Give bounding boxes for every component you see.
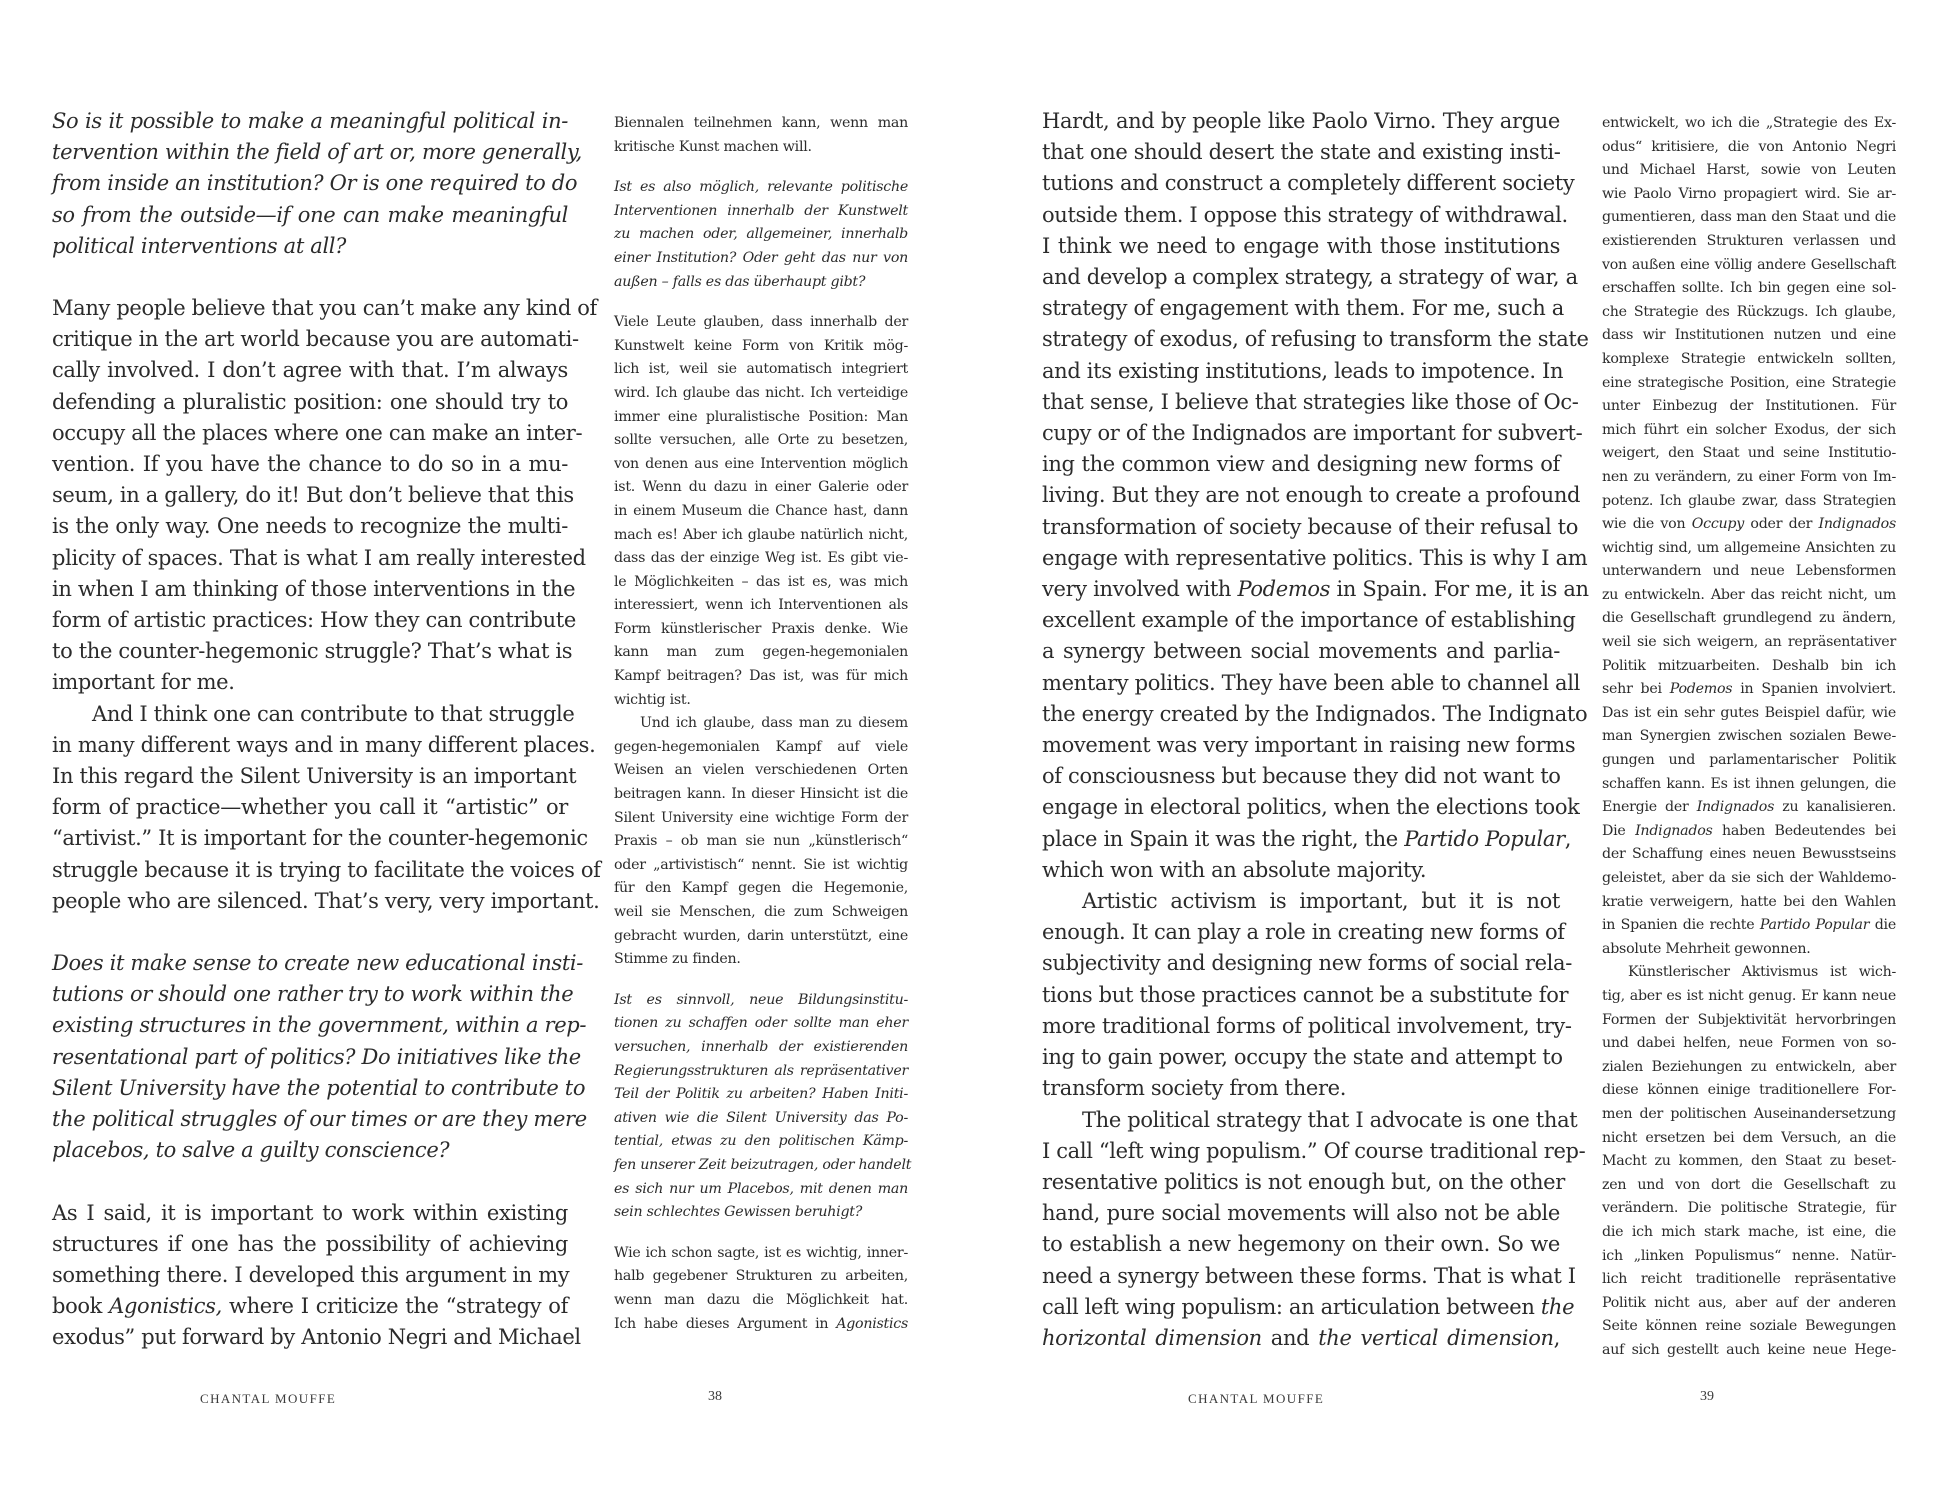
party-name: Podemos [1669, 681, 1733, 698]
text-run: call left wing populism: an articulation between [1042, 1294, 1541, 1319]
text-line: of consciousness but because they did not want to [1042, 764, 1561, 789]
text-line: gungen und parlamentarischer Politik [1602, 752, 1896, 769]
text-line: resentative politics is not enough but, on the other [1042, 1169, 1565, 1194]
text-line: zu machen oder, allgemeiner, innerhalb [614, 226, 908, 243]
text-line: gebracht wurden, darin unterstützt, eine [614, 927, 908, 944]
right-page [970, 0, 1941, 1500]
text-line: that one should desert the state and existing insti- [1042, 140, 1561, 165]
text-line: The political strategy that I advocate is one that [1082, 1107, 1578, 1132]
text-line [52, 1291, 568, 1322]
text-line: Viele Leute glauben, dass innerhalb der [614, 314, 908, 331]
text-run: die [1869, 917, 1896, 934]
text-line: I think we need to engage with those institutions [1042, 233, 1560, 258]
text-line: kritische Kunst machen will. [614, 138, 812, 155]
text-line: Seite können reine soziale Bewegungen [1602, 1318, 1896, 1335]
text-line: es sich nur um Placebos, mit denen man [614, 1180, 908, 1197]
text-line: komplexe Strategie entwickeln sollten, [1602, 350, 1896, 367]
text-line: the political struggles of our times or are they mere [52, 1107, 587, 1132]
text-line: fen unserer Zeit beizutragen, oder handelt [614, 1156, 912, 1173]
text-line: diese können einige traditionellere For- [1602, 1082, 1896, 1099]
text-line: struggle because it is trying to facilitate the voices of [52, 857, 601, 882]
text-line: Regierungsstrukturen als repräsentativer [614, 1062, 908, 1079]
text-line: Form künstlerischer Praxis denke. Wie [614, 620, 908, 637]
text-line: immer eine pluralistische Position: Man [614, 408, 908, 425]
text-line: nicht ersetzen bei dem Versuch, an die [1602, 1129, 1896, 1146]
text-run: oder der [1744, 516, 1819, 533]
text-line: men der politischen Auseinandersetzung [1602, 1105, 1896, 1122]
text-run: book [52, 1294, 110, 1319]
text-line [1042, 574, 1589, 605]
book-title: Agonistics, [109, 1294, 222, 1319]
movement-name: Occupy [1691, 516, 1745, 533]
text-line: tervention within the field of art or, more generally, [52, 140, 582, 165]
text-line: So is it possible to make a meaningful political in- [52, 109, 568, 133]
text-line: Ist es also möglich, relevante politische [614, 179, 908, 196]
text-line: enough. It can play a role in creating new forms of [1042, 920, 1565, 945]
text-line: Biennalen teilnehmen kann, wenn man [614, 115, 908, 131]
text-line: mach es! Aber ich glaube natürlich nicht, [614, 526, 908, 543]
text-line: Ist es sinnvoll, neue Bildungsinstitu- [614, 991, 908, 1008]
interview-answer-continued [52, 699, 601, 917]
party-name: Podemos [1237, 577, 1331, 602]
text-run: Energie der [1602, 799, 1697, 816]
text-line: schaffen kann. Es ist ihnen gelungen, die [1602, 775, 1896, 792]
text-line: I call “left wing populism.” Of course traditional rep- [1042, 1138, 1586, 1163]
party-name: Partido Popular [1404, 826, 1565, 851]
text-run: , [1564, 826, 1572, 851]
text-line: kratie verweigern, hatte bei den Wahlen [1602, 893, 1896, 910]
text-run: and [1261, 1325, 1319, 1350]
text-line: and develop a complex strategy, a strategy of war, a [1042, 265, 1578, 290]
text-line: transformation of society because of their refusal to [1042, 514, 1579, 539]
text-line: Teil der Politik zu arbeiten? Haben Initi- [614, 1086, 908, 1103]
text-line: wenn man dazu die Möglichkeit hat. [614, 1291, 908, 1308]
translation-answer-continued [1602, 961, 1896, 1362]
text-line: As I said, it is important to work within existing [52, 1200, 568, 1225]
translation-question [614, 989, 912, 1225]
text-line: lich reicht traditionelle repräsentative [1602, 1271, 1896, 1288]
text-line: ing the common view and designing new forms of [1042, 452, 1560, 477]
text-line: wird. Ich glaube das nicht. Ich verteidige [614, 384, 908, 401]
text-line: von denen aus eine Intervention möglich [614, 455, 908, 472]
left-page [0, 0, 970, 1500]
text-line: seum, in a gallery, do it! But don’t believe that this [52, 483, 574, 508]
text-line: outside them. I oppose this strategy of withdrawal. [1042, 202, 1568, 227]
text-line: einer Institution? Oder geht das nur von [614, 249, 908, 266]
running-footer-author: CHANTAL MOUFFE [200, 1391, 337, 1406]
text-run: where I criticize the “strategy of [221, 1294, 568, 1319]
text-line: lich ist, weil sie automatisch integriert [614, 361, 908, 378]
text-line: versuchen, innerhalb der existierenden [614, 1038, 908, 1055]
text-line: a synergy between social movements and parlia- [1042, 639, 1560, 664]
text-line: Politik mitzuarbeiten. Deshalb bin ich [1602, 657, 1896, 674]
text-run: in Spanien die rechte [1602, 917, 1760, 934]
text-line: Kampf beitragen? Das ist, was für mich [614, 668, 908, 685]
text-line: Many people believe that you can’t make any kind of [52, 296, 597, 321]
text-line: mentary politics. They have been able to channel all [1042, 670, 1580, 695]
text-line [614, 1313, 908, 1337]
text-line: Praxis – ob man sie nun „künstlerisch“ [614, 833, 908, 850]
text-line: something there. I developed this argument in my [52, 1262, 570, 1287]
text-line: which won with an absolute majority. [1042, 857, 1427, 882]
text-line: zen und von dort die Gesellschaft zu [1602, 1176, 1896, 1193]
text-line: subjectivity and designing new forms of social rela- [1042, 951, 1572, 976]
movement-name: Indignados [1818, 516, 1896, 533]
text-line: political interventions at all? [52, 233, 347, 258]
text-line: Silent University have the potential to contribute to [52, 1075, 586, 1100]
emphasis: horizontal dimension [1042, 1325, 1262, 1350]
page-number: 39 [1700, 1389, 1714, 1404]
text-line: potenz. Ich glaube zwar, dass Strategien [1602, 492, 1896, 509]
text-line: tig, aber es ist nicht genug. Er kann neue [1602, 987, 1896, 1004]
text-line: excellent example of the importance of establishing [1042, 608, 1576, 633]
text-line: Politik nicht aus, aber auf der anderen [1602, 1294, 1896, 1311]
emphasis: the vertical dimension [1318, 1325, 1554, 1350]
text-run: , [1553, 1325, 1560, 1350]
running-footer-author: CHANTAL MOUFFE [1188, 1391, 1325, 1406]
interview-answer-continued [1042, 886, 1572, 1104]
text-line: existierenden Strukturen verlassen und [1602, 232, 1896, 249]
text-line [1602, 678, 1896, 702]
book-title: Agonistics [836, 1315, 908, 1332]
text-line: And I think one can contribute to that struggle [92, 701, 575, 726]
text-line: tutions and construct a completely different society [1042, 171, 1575, 196]
text-line: weigert, den Staat und seine Institutio- [1602, 445, 1896, 462]
text-line: strategy of exodus, of refusing to transform the state [1042, 327, 1589, 352]
text-line: ativen wie die Silent University das Po- [614, 1109, 908, 1126]
text-line: le Möglichkeiten – das ist es, was mich [614, 573, 908, 590]
text-line: beitragen kann. In dieser Hinsicht ist die [614, 786, 908, 803]
text-line: außen – falls es das überhaupt gibt? [614, 273, 866, 290]
text-line: movement was very important in raising new forms [1042, 733, 1576, 758]
english-column-left [52, 106, 601, 1354]
text-line: people who are silenced. That’s very, very important. [52, 888, 600, 913]
text-line: man Synergien zwischen sozialen Bewe- [1602, 728, 1896, 745]
text-line: form of practice—whether you call it “artistic” or [52, 795, 568, 820]
text-line: gegen-hegemonialen Kampf auf viele [614, 738, 908, 755]
text-line: odus“ kritisiere, die von Antonio Negri [1602, 138, 1896, 155]
text-line: occupy all the places where one can make an inter- [52, 420, 583, 445]
text-line: ing to gain power, occupy the state and attempt to [1042, 1045, 1563, 1070]
text-line: more traditional forms of political involvement, try- [1042, 1013, 1572, 1038]
text-line: to establish a new hegemony on their own. So we [1042, 1232, 1560, 1257]
text-line: dass das der einzige Weg ist. Es gibt vie- [614, 550, 908, 567]
text-line: und dabei helfen, neue Formen von so- [1602, 1035, 1896, 1052]
text-line: Interventionen innerhalb der Kunstwelt [614, 202, 908, 219]
text-line: sollte versuchen, alle Orte zu besetzen, [614, 432, 908, 449]
text-run: haben Bedeutendes bei [1712, 822, 1896, 839]
text-line: from inside an institution? Or is one required to do [52, 171, 578, 196]
page-number: 38 [708, 1389, 722, 1404]
text-line: verändern. Die politische Strategie, für [1602, 1200, 1896, 1217]
movement-name: Indignados [1635, 822, 1713, 839]
text-line: auf sich gestellt auch keine neue Hege- [1602, 1341, 1896, 1358]
text-run: zu kanalisieren. [1774, 799, 1896, 816]
translation-answer [614, 1242, 908, 1336]
movement-name: Indignados [1696, 799, 1775, 816]
text-line: mich führt ein solcher Exodus, der sich [1602, 421, 1896, 438]
text-line: in many different ways and in many different places. [52, 732, 596, 757]
german-column-right [1602, 112, 1896, 1362]
text-line: die Gesellschaft grundlegend zu ändern, [1602, 610, 1896, 627]
text-line: engage with representative politics. This is why I am [1042, 545, 1588, 570]
text-line: in when I am thinking of those interventions in the [52, 576, 576, 601]
text-line: wichtig sind, um allgemeine Ansichten zu [1602, 539, 1896, 556]
text-line: so from the outside—if one can make meaningful [52, 202, 568, 227]
text-line: ich „linken Populismus“ nenne. Natür- [1602, 1247, 1896, 1264]
text-line: kann man zum gegen-hegemonialen [614, 644, 908, 661]
text-line: weil sie sich weigern, an repräsentativer [1602, 634, 1896, 651]
text-line: form of artistic practices: How they can contribute [52, 608, 576, 633]
text-line [1042, 1292, 1575, 1323]
text-run: very involved with [1042, 577, 1238, 602]
text-line: need a synergy between these forms. That is what I [1042, 1263, 1576, 1288]
text-line: critique in the art world because you are automati- [52, 327, 579, 352]
text-line: gumentieren, dass man den Staat und die [1602, 209, 1896, 226]
text-line: die ich mich stark mache, ist eine, die [1602, 1223, 1896, 1240]
text-run: in Spain. For me, it is an [1330, 577, 1589, 602]
text-line: erschaffen sollte. Ich bin gegen eine sol- [1602, 280, 1896, 297]
text-line: zu entwickeln. Aber das reicht nicht, um [1602, 586, 1896, 603]
text-line: absolute Mehrheit gewonnen. [1602, 940, 1811, 957]
text-line: Macht zu kommen, den Staat zu beset- [1602, 1153, 1896, 1170]
text-line: Künstlerischer Aktivismus ist wich- [1628, 964, 1896, 981]
translation-answer-continued [1602, 112, 1896, 961]
text-line: plicity of spaces. That is what I am really interested [52, 545, 586, 570]
text-line: dass wir Institutionen nutzen und eine [1602, 327, 1896, 344]
text-line: placebos, to salve a guilty conscience? [52, 1138, 450, 1163]
interview-question [52, 948, 587, 1166]
text-line: tutions or should one rather try to work within the [52, 982, 574, 1007]
text-line: geleistet, aber da sie sich der Wahldemo- [1602, 870, 1896, 886]
text-line: und Michael Harst, sowie von Leuten [1602, 162, 1896, 179]
text-line: Kunstwelt keine Form von Kritik mög- [614, 337, 908, 354]
text-line: Formen der Subjektivität hervorbringen [1602, 1011, 1896, 1028]
text-line: unterwandern und neue Lebensformen [1602, 563, 1896, 580]
interview-answer-continued [1042, 1105, 1586, 1355]
text-line: the energy created by the Indignados. The Indignato [1042, 701, 1588, 726]
german-column-left [614, 112, 912, 1336]
text-line: in einem Museum die Chance hast, dann [614, 502, 908, 519]
interview-answer-continued [1042, 106, 1589, 886]
text-line: defending a pluralistic position: one should try to [52, 389, 568, 414]
text-line: Hardt, and by people like Paolo Virno. They argue [1042, 109, 1560, 133]
text-line: sein schlechtes Gewissen beruhigt? [614, 1204, 863, 1221]
text-line: nen zu verändern, zu einer Form von Im- [1602, 468, 1896, 485]
text-line: Weisen an vielen verschiedenen Orten [614, 762, 908, 779]
text-line: and its existing institutions, leads to impotence. In [1042, 358, 1564, 383]
english-column-right [1042, 106, 1589, 1354]
text-line: cupy or of the Indignados are important for subvert- [1042, 421, 1583, 446]
text-line: weil sie Menschen, die zum Schweigen [614, 904, 908, 920]
emphasis: the [1540, 1294, 1575, 1319]
text-line: wie Paolo Virno propagiert wird. Sie ar- [1602, 185, 1896, 202]
text-line: che Strategie des Rückzugs. Ich glaube, [1602, 303, 1896, 320]
text-line: to the counter-hegemonic struggle? That’s what is [52, 639, 573, 664]
text-line: Wie ich schon sagte, ist es wichtig, inner- [614, 1244, 908, 1261]
text-line: transform society from there. [1042, 1076, 1347, 1101]
interview-answer [52, 293, 597, 699]
text-line: structures if one has the possibility of achieving [52, 1231, 568, 1256]
text-run: sehr bei [1602, 681, 1670, 698]
text-line: Und ich glaube, dass man zu diesem [640, 715, 908, 732]
text-line: eine strategische Position, eine Strategie [1602, 374, 1896, 391]
text-line: important for me. [52, 670, 235, 695]
translation-answer-continued [614, 112, 908, 159]
text-line: wichtig ist. [614, 691, 691, 708]
text-line: vention. If you have the chance to do so in a mu- [52, 452, 568, 477]
text-run: in Spanien involviert. [1732, 681, 1896, 698]
text-line: Das ist ein sehr gutes Beispiel dafür, wie [1602, 704, 1896, 721]
text-line: living. But they are not enough to create a profound [1042, 483, 1581, 508]
text-line [1602, 513, 1896, 537]
party-name: Partido Popular [1759, 917, 1870, 934]
text-line: strategy of engagement with them. For me, such a [1042, 296, 1564, 321]
text-line: hand, pure social movements will also not be able [1042, 1201, 1560, 1226]
text-line [1602, 796, 1896, 820]
translation-question [614, 176, 908, 294]
text-line: Artistic activism is important, but it is not [1082, 889, 1560, 914]
text-line: exodus” put forward by Antonio Negri and Michael [52, 1325, 581, 1350]
text-line: ist. Wenn du dazu in einer Galerie oder [614, 479, 908, 496]
text-line: resentational part of politics? Do initiatives like the [52, 1044, 581, 1069]
text-run: Die [1602, 822, 1636, 839]
text-line [1602, 820, 1896, 844]
text-run: Ich habe dieses Argument in [614, 1315, 837, 1332]
text-line: that sense, I believe that strategies like those of Oc- [1042, 389, 1579, 414]
text-run: place in Spain it was the right, the [1042, 826, 1405, 851]
interview-answer [52, 1198, 581, 1354]
text-line: tential, etwas zu den politischen Kämp- [614, 1133, 908, 1150]
text-line: Silent University eine wichtige Form der [614, 809, 908, 826]
text-line: von außen eine völlig andere Gesellschaft [1602, 256, 1896, 273]
text-line: Does it make sense to create new educational insti- [52, 951, 584, 976]
text-line: cally involved. I don’t agree with that. I’m always [52, 358, 568, 383]
text-line: halb gegebener Strukturen zu arbeiten, [614, 1268, 908, 1285]
text-line: interessiert, wenn ich Interventionen als [614, 597, 908, 614]
text-line: Stimme zu finden. [614, 951, 741, 968]
text-line: entwickelt, wo ich die „Strategie des Ex- [1602, 115, 1896, 131]
text-line: für den Kampf gegen die Hegemonie, [614, 880, 908, 897]
interview-question [52, 106, 582, 262]
text-run: wie die von [1602, 516, 1692, 533]
text-line: zialen Beziehungen zu entwickeln, aber [1602, 1058, 1896, 1075]
text-line: der Schaffung eines neuen Bewusstseins [1602, 846, 1896, 863]
text-line: tions but those practices cannot be a substitute for [1042, 982, 1569, 1007]
text-line: In this regard the Silent University is an important [52, 764, 577, 789]
text-line: “artivist.” It is important for the counter-hegemonic [52, 826, 588, 851]
text-line: is the only way. One needs to recognize the multi- [52, 514, 568, 539]
text-line: existing structures in the government, within a rep- [52, 1013, 587, 1038]
translation-answer [614, 311, 908, 712]
text-line [1602, 914, 1896, 938]
translation-answer-continued [614, 712, 908, 972]
text-line: oder „artivistisch“ nennt. Sie ist wichtig [614, 856, 908, 873]
text-line: tionen zu schaffen oder sollte man eher [614, 1015, 908, 1032]
text-line: engage in electoral politics, when the elections took [1042, 795, 1580, 820]
text-line [1042, 824, 1572, 855]
text-line: unter Einbezug der Institutionen. Für [1602, 398, 1896, 415]
text-line [1042, 1323, 1560, 1354]
